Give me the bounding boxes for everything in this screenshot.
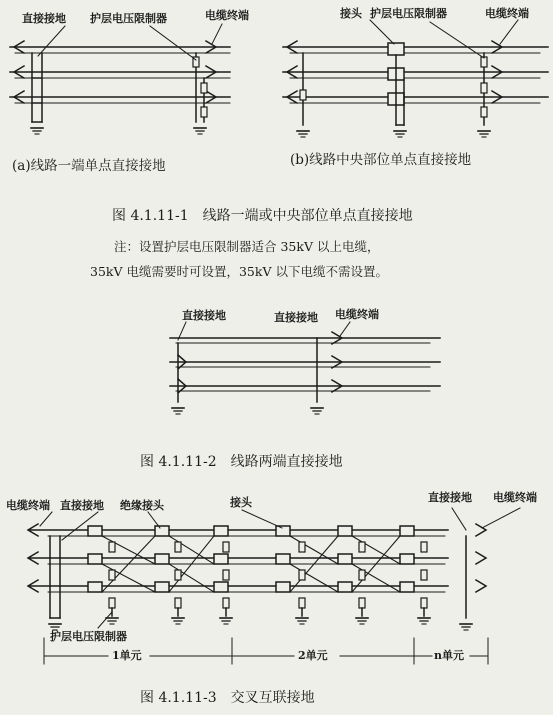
fig3-label-joint: 接头 <box>230 496 252 509</box>
fig1a-label-limiter: 护层电压限制器 <box>90 12 167 25</box>
fig3-caption: 图 4.1.11-3 交叉互联接地 <box>140 690 315 706</box>
fig1b-label-terminal: 电缆终端 <box>485 7 529 20</box>
fig1b-diagram <box>283 20 548 137</box>
fig1b-label-limiter: 护层电压限制器 <box>370 7 447 20</box>
fig1a-diagram <box>10 24 230 134</box>
fig1b-label-joint: 接头 <box>340 7 362 20</box>
fig1a-label-terminal: 电缆终端 <box>205 9 249 22</box>
fig1-caption: 图 4.1.11-1 线路一端或中央部位单点直接接地 <box>112 208 413 224</box>
fig3-label-terminal-left: 电缆终端 <box>6 499 50 512</box>
fig2-caption: 图 4.1.11-2 线路两端直接接地 <box>140 454 343 470</box>
fig3-label-insulating-joint: 绝缘接头 <box>120 499 164 512</box>
fig3-unit-2: 2单元 <box>298 649 328 662</box>
fig3-unit-1: 1单元 <box>112 649 142 662</box>
fig2-label-grounding-left: 直接接地 <box>182 309 226 322</box>
fig1b-subcaption: (b)线路中央部位单点直接接地 <box>290 152 472 168</box>
fig2-label-grounding-right: 直接接地 <box>274 311 318 324</box>
fig1a-subcaption: (a)线路一端单点直接接地 <box>12 158 166 174</box>
fig3-label-terminal-right: 电缆终端 <box>493 491 537 504</box>
fig3-label-grounding-left: 直接接地 <box>60 499 104 512</box>
fig1-note-line1: 注：设置护层电压限制器适合 35kV 以上电缆， <box>114 239 380 254</box>
fig2-label-terminal: 电缆终端 <box>335 308 379 321</box>
fig1-note-line2: 35kV 电缆需要时可设置，35kV 以下电缆不需设置。 <box>90 264 388 279</box>
fig3-label-grounding-right: 直接接地 <box>428 491 472 504</box>
fig3-label-limiter: 护层电压限制器 <box>50 630 127 643</box>
fig3-unit-n: n单元 <box>434 649 464 662</box>
fig1a-label-grounding: 直接接地 <box>22 12 66 25</box>
fig2-diagram <box>170 322 440 414</box>
